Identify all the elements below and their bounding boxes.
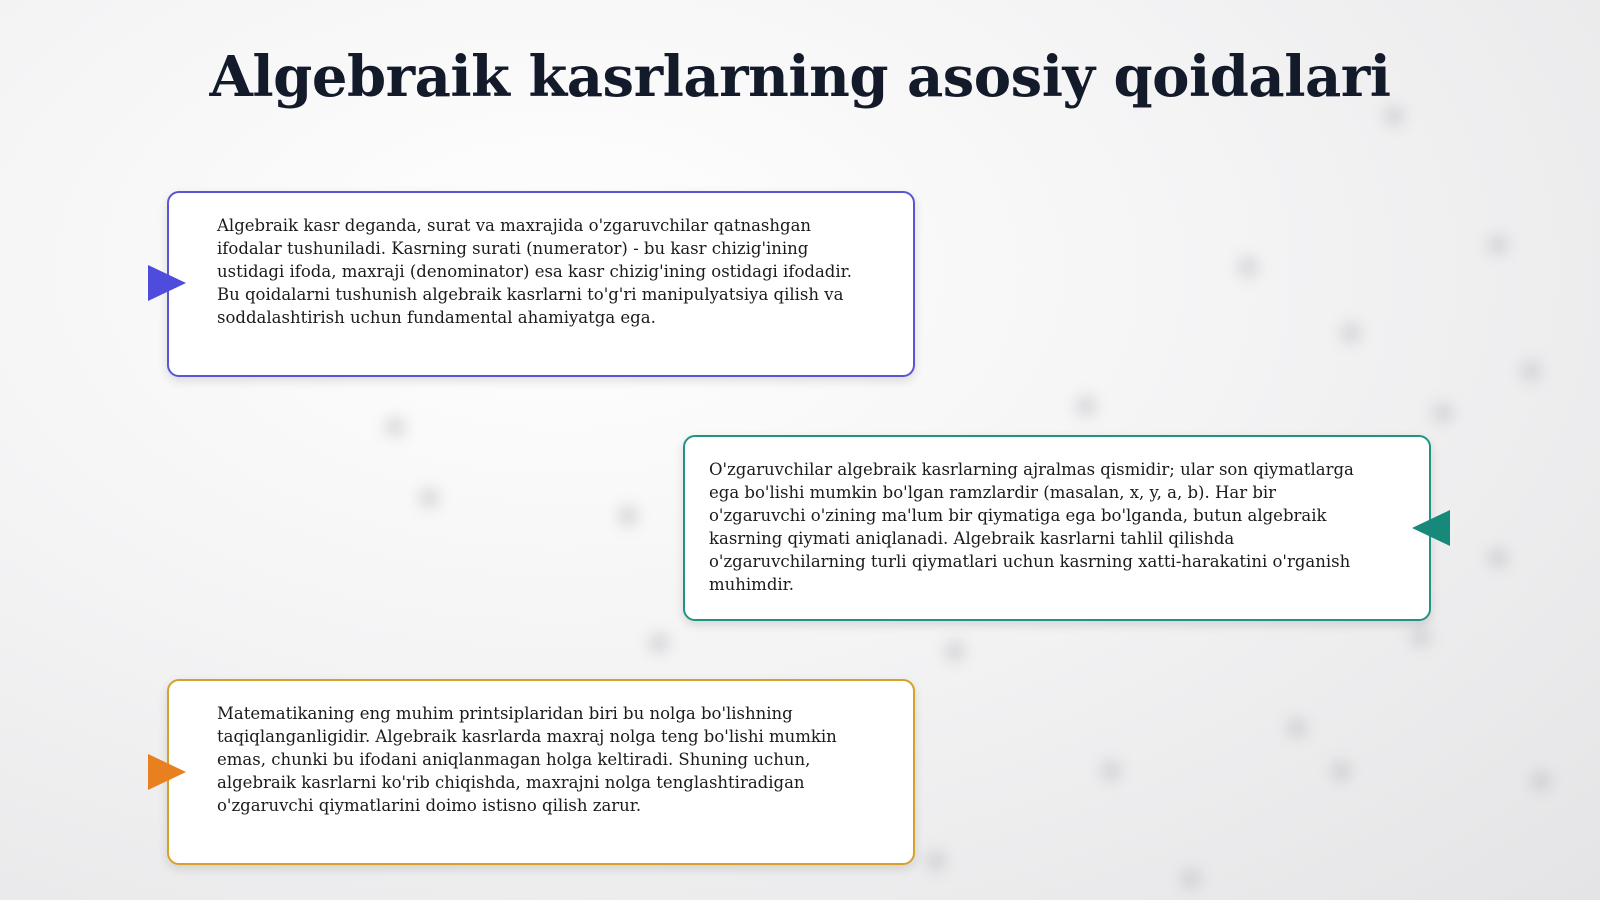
slide-title: Algebraik kasrlarning asosiy qoidalari	[209, 44, 1391, 110]
triangle-pointer-icon	[148, 265, 186, 301]
triangle-pointer-icon	[1412, 510, 1450, 546]
info-card-text: Algebraik kasr deganda, surat va maxrajida o'zgaruvchilar qatnashgan ifodalar tushuniladi. Kasrning surati (numerator) - bu kasr chizig'ining ustidagi ifoda, maxraji (denominator) esa kasr chizig'ining ostidagi ifodadir. Bu qoidalarni tushunish algebraik kasrlarni to'g'ri manipulyatsiya qilish va soddalashtirish uchun fundamental ahamiyatga ega.	[217, 216, 852, 327]
info-card-definition	[167, 191, 915, 377]
triangle-pointer-icon	[148, 754, 186, 790]
info-card-text: Matematikaning eng muhim printsiplaridan biri bu nolga bo'lishning taqiqlanganligidir. Algebraik kasrlarda maxraj nolga teng bo'lishi mumkin emas, chunki bu ifodani aniqlanmagan holga keltiradi. Shuning uchun, algebraik kasrlarni ko'rib chiqishda, maxrajni nolga tenglashtiradigan o'zgaruvchi qiymatlarini doimo istisno qilish zarur.	[217, 704, 837, 815]
info-card-variables	[683, 435, 1431, 621]
info-card-division-by-zero	[167, 679, 915, 865]
info-card-text: O'zgaruvchilar algebraik kasrlarning ajralmas qismidir; ular son qiymatlarga ega bo'lishi mumkin bo'lgan ramzlardir (masalan, x, y, a, b). Har bir o'zgaruvchi o'zining ma'lum bir qiymatiga ega bo'lganda, butun algebraik kasrning qiymati aniqlanadi. Algebraik kasrlarni tahlil qilishda o'zgaruvchilarning turli qiymatlari uchun kasrning xatti-harakatini o'rganish muhimdir.	[709, 460, 1354, 594]
